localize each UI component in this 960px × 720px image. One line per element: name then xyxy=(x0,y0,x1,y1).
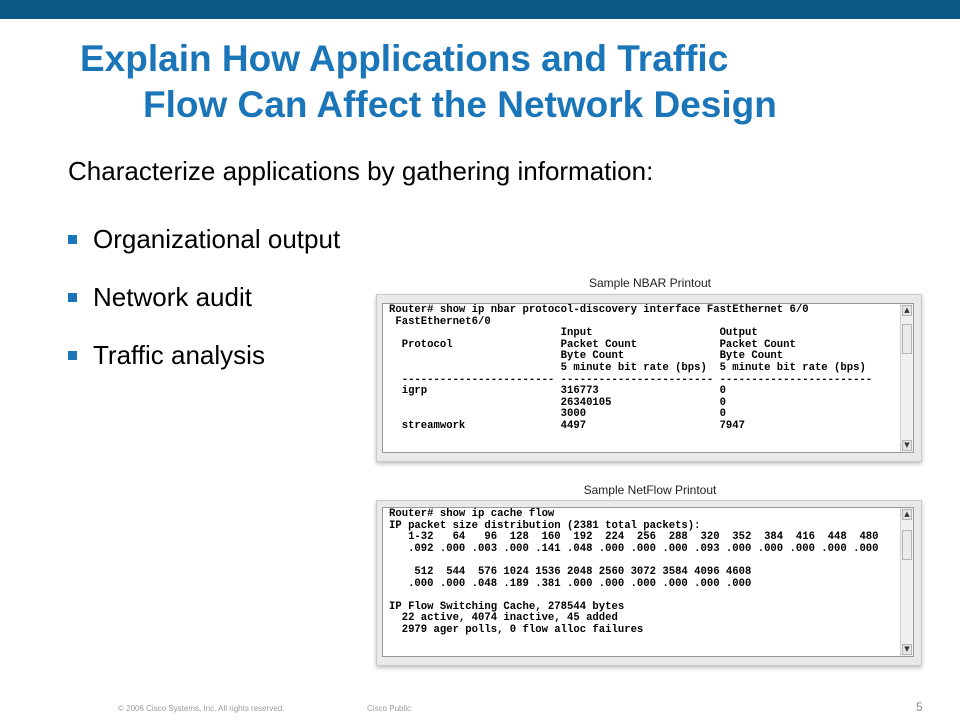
bullet-item xyxy=(68,268,340,326)
netflow-terminal xyxy=(382,507,914,657)
netflow-scrollbar[interactable] xyxy=(900,508,913,656)
lead-text: Characterize applications by gathering information: xyxy=(68,156,654,186)
bullet-text: Traffic analysis xyxy=(93,340,265,370)
bullet-list xyxy=(68,210,340,384)
netflow-output: Router# show ip cache flow IP packet size distribution (2381 total packets): 1-32 64 96 128 160 192 224 256 288 320 352 384 416 448 480 .092 .000 .003 .000 .141 .048 .000 .000 .000 .093 .000 .000 .000 .000 .000 512 544 576 1024 1536 2048 2560 3072 3584 4096 4608 .000 .000 .048 .189 .381 .000 .000 .000 .000 .000 .000 IP Flow Switching Cache, 278544 bytes 22 active, 4074 inactive, 45 added 2979 ager polls, 0 flow alloc failures xyxy=(389,508,879,636)
up-arrow-icon[interactable]: ▲ xyxy=(902,509,912,520)
page-number: 5 xyxy=(916,700,923,714)
nbar-terminal xyxy=(382,303,914,453)
slide-title xyxy=(80,36,900,128)
down-arrow-icon[interactable]: ▼ xyxy=(902,644,912,655)
bullet-item xyxy=(68,210,340,268)
nbar-panel xyxy=(376,294,922,462)
copyright-notice: © 2006 Cisco Systems, Inc. All rights reserved. xyxy=(118,704,285,713)
bullet-text: Organizational output xyxy=(93,224,341,254)
netflow-panel xyxy=(376,500,922,666)
netflow-caption: Sample NetFlow Printout xyxy=(583,483,717,497)
top-banner xyxy=(0,0,960,19)
nbar-scrollbar[interactable] xyxy=(900,304,913,452)
classification-label: Cisco Public xyxy=(367,704,412,713)
bullet-item xyxy=(68,326,340,384)
nbar-output: Router# show ip nbar protocol-discovery interface FastEthernet 6/0 FastEthernet6/0 Input Output Protocol Packet Count Packet Count Byte Count Byte Count 5 minute bit rate (bps) 5 minute bit rate (bps) ------------------------ ------------------------ ------------------------ igrp 316773 0 26340105 0 3000 0 streamwork 4497 7947 xyxy=(389,304,873,432)
nbar-caption: Sample NBAR Printout xyxy=(588,276,712,290)
title-line-1: Explain How Applications and Traffic xyxy=(80,38,729,79)
title-line-2: Flow Can Affect the Network Design xyxy=(143,84,777,125)
up-arrow-icon[interactable]: ▲ xyxy=(902,305,912,316)
bullet-text: Network audit xyxy=(93,282,252,312)
square-bullet-icon xyxy=(68,235,77,244)
scroll-thumb[interactable] xyxy=(902,530,912,560)
down-arrow-icon[interactable]: ▼ xyxy=(902,440,912,451)
scroll-thumb[interactable] xyxy=(902,324,912,354)
square-bullet-icon xyxy=(68,293,77,302)
square-bullet-icon xyxy=(68,351,77,360)
